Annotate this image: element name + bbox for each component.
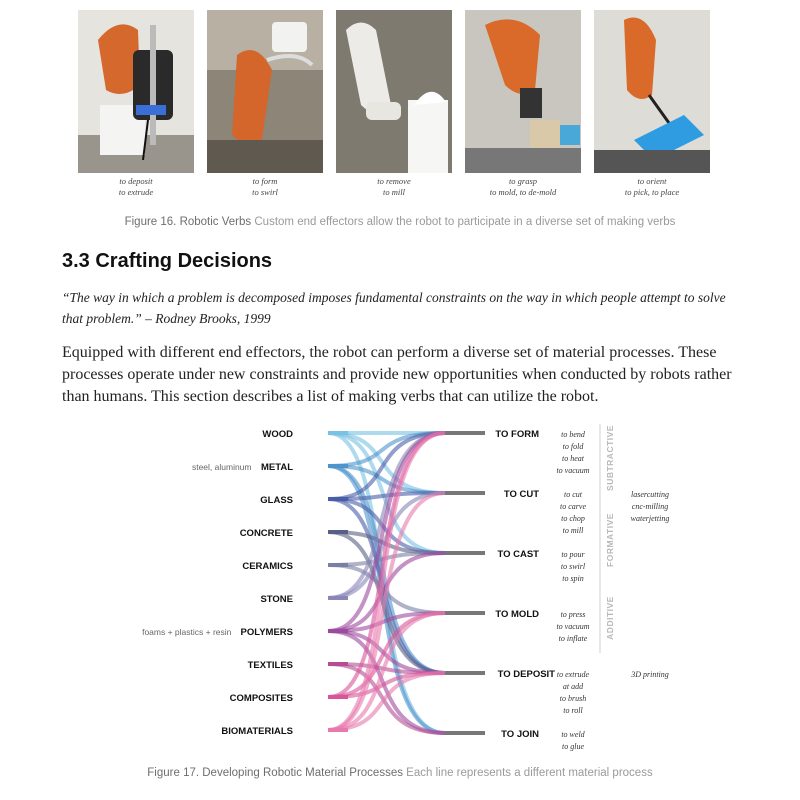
photo-deposit [78, 10, 194, 173]
material-label: TEXTILES [247, 660, 293, 671]
process-verb: to spin [562, 574, 584, 583]
caption-line: to mill [383, 187, 405, 197]
caption-line: to extrude [118, 187, 154, 197]
figure-16-verb-captions [78, 176, 710, 206]
epigraph-quote: “The way in which a problem is decomposed imposes fundamental constraints on the way in which people attempt to solve that problem.” – Rodney Brooks, 1999 [62, 290, 726, 326]
section-title: 3.3 Crafting Decisions [62, 250, 273, 272]
process-label: TO DEPOSIT [497, 669, 555, 680]
caption-line: to swirl [252, 187, 278, 197]
process-technique: cnc-milling [631, 502, 669, 511]
process-verb: to fold [562, 442, 584, 451]
process-label: TO JOIN [501, 729, 539, 740]
caption-line: to mold, to de-mold [489, 187, 557, 197]
material-label: STONE [260, 594, 293, 605]
process-verb: to heat [562, 454, 584, 463]
category-label: FORMATIVE [605, 513, 615, 567]
figure-16-text: Custom end effectors allow the robot to participate in a diverse set of making verbs [254, 216, 676, 228]
caption-line: to orient [637, 176, 667, 186]
process-verb: to roll [563, 706, 583, 715]
caption-line: to form [252, 176, 278, 186]
process-verb: to swirl [560, 562, 586, 571]
material-process-diagram [110, 418, 700, 756]
photo-grasp [465, 10, 581, 173]
material-label: COMPOSITES [229, 693, 293, 704]
verb-caption [594, 176, 710, 198]
material-label: POLYMERS [240, 627, 293, 638]
material-note: steel, aluminum [191, 462, 252, 472]
process-verb: to inflate [558, 634, 588, 643]
process-label: TO MOLD [495, 609, 539, 620]
verb-caption [336, 176, 452, 198]
process-verb: to extrude [556, 670, 590, 679]
material-label: CERAMICS [242, 561, 293, 572]
material-note: foams + plastics + resin [142, 627, 232, 637]
process-verb: to glue [562, 742, 584, 751]
category-label: SUBTRACTIVE [605, 425, 615, 491]
caption-line: to deposit [119, 176, 153, 186]
figure-16-caption [0, 216, 800, 228]
process-verb: to vacuum [556, 622, 590, 631]
material-label: BIOMATERIALS [221, 726, 293, 737]
body-paragraph: Equipped with different end effectors, the robot can perform a diverse set of material processes. These processes operate under new constraints and provide new opportunities when conducted by robots rather than humans. This section describes a list of making verbs that can utilize the robot. [62, 344, 732, 405]
process-verb: to carve [560, 502, 586, 511]
process-technique: waterjetting [630, 514, 670, 523]
verb-caption [78, 176, 194, 198]
process-technique: 3D printing [631, 670, 669, 679]
process-verb: to brush [559, 694, 587, 703]
caption-line: to grasp [508, 176, 538, 186]
process-verb: to press [560, 610, 586, 619]
figure-17-text: Each line represents a different material process [406, 767, 653, 779]
process-label: TO CUT [503, 489, 539, 500]
process-technique: lasercutting [631, 490, 669, 499]
caption-line: to remove [377, 176, 411, 186]
process-label: TO FORM [495, 429, 539, 440]
process-verb: at add [562, 682, 584, 691]
verb-caption [207, 176, 323, 198]
photo-remove [336, 10, 452, 173]
material-label: WOOD [262, 429, 293, 440]
figure-17-label: Figure 17. Developing Robotic Material Processes [147, 767, 403, 779]
process-verb: to cut [564, 490, 582, 499]
figure-16-label: Figure 16. Robotic Verbs [124, 216, 252, 228]
figure-16-photos [78, 10, 710, 173]
material-label: METAL [260, 462, 293, 473]
caption-line: to pick, to place [624, 187, 680, 197]
figure-17-caption [0, 767, 800, 779]
category-label: ADDITIVE [605, 596, 615, 640]
process-verb: to mill [562, 526, 584, 535]
process-verb: to bend [561, 430, 585, 439]
process-verb: to weld [561, 730, 585, 739]
process-verb: to pour [561, 550, 585, 559]
photo-orient [594, 10, 710, 173]
material-label: GLASS [260, 495, 293, 506]
verb-caption [465, 176, 581, 198]
material-label: CONCRETE [239, 528, 293, 539]
process-label: TO CAST [497, 549, 539, 560]
photo-form [207, 10, 323, 173]
process-verb: to vacuum [556, 466, 590, 475]
process-verb: to chop [561, 514, 585, 523]
